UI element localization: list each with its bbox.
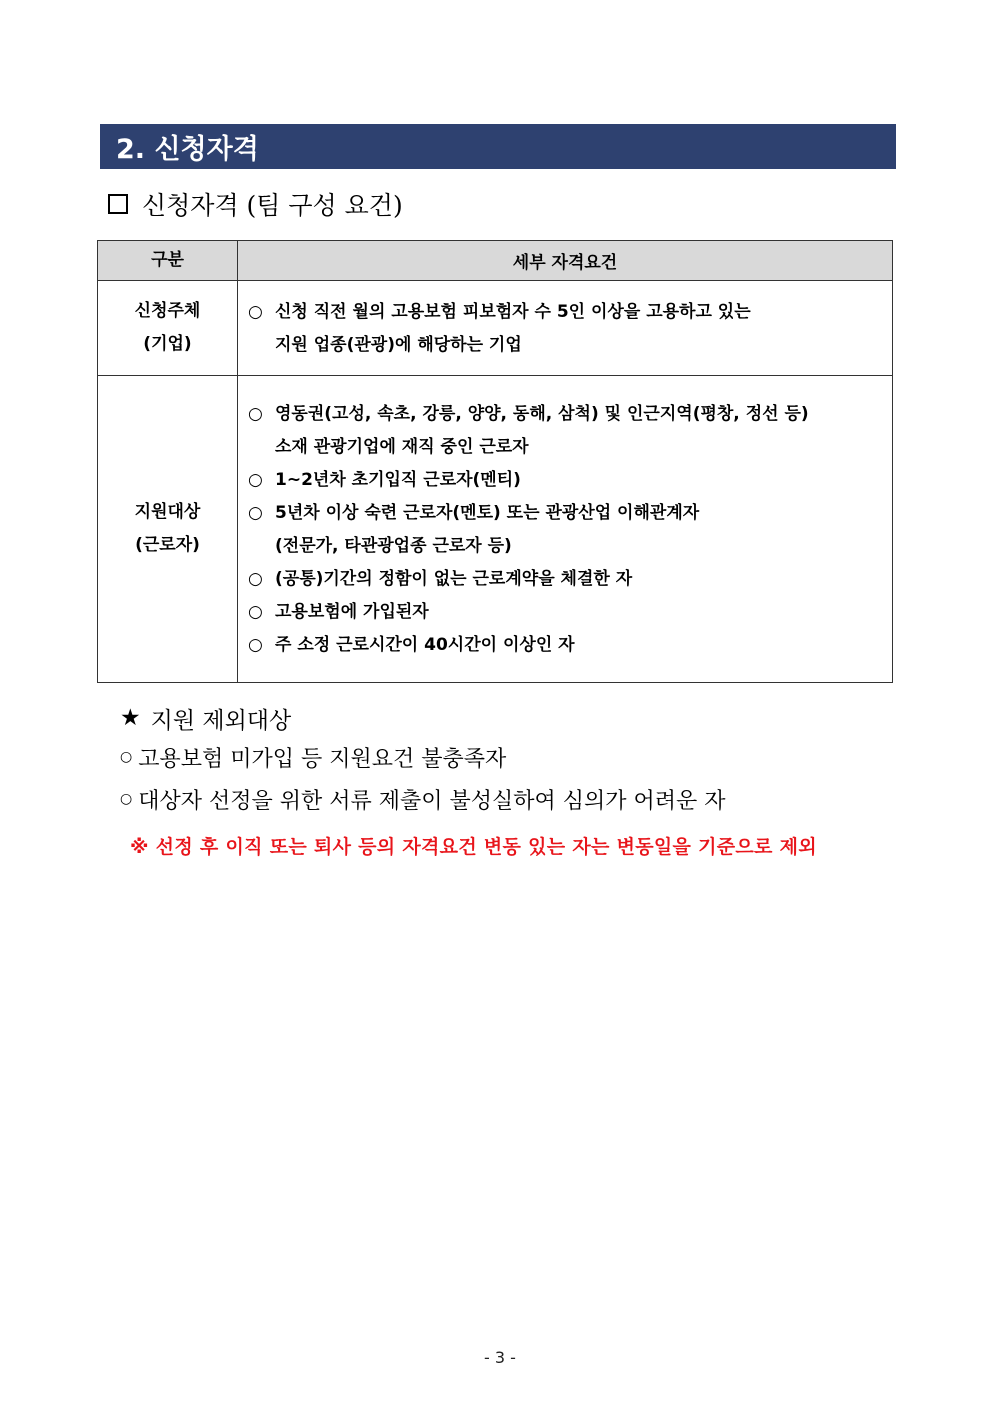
star-icon: ★	[120, 705, 141, 731]
disqualification-note: ※ 선정 후 이직 또는 퇴사 등의 자격요건 변동 있는 자는 변동일을 기준으로 제외	[130, 836, 817, 858]
header-category: 구분	[98, 241, 238, 281]
circle-bullet-icon: ○	[248, 503, 263, 523]
list-item	[248, 497, 892, 563]
list-item	[120, 778, 725, 820]
category-line: 신청주체	[134, 301, 201, 321]
item-line: 주 소정 근로시간이 40시간이 이상인 자	[275, 635, 575, 655]
exclusions-heading	[120, 700, 725, 736]
circle-bullet-icon: ○	[248, 635, 263, 655]
list-item	[248, 398, 892, 464]
exclusions-section	[120, 700, 725, 820]
section-title: 2. 신청자격	[116, 134, 259, 165]
table-row-worker	[98, 376, 893, 683]
circle-bullet-icon: ○	[248, 470, 263, 490]
header-details: 세부 자격요건	[238, 241, 893, 281]
subheading-label: 신청자격 (팀 구성 요건)	[142, 191, 403, 220]
item-line: 지원 업종(관광)에 해당하는 기업	[275, 335, 522, 355]
list-item	[248, 563, 892, 596]
circle-bullet-icon: ○	[248, 569, 263, 589]
circle-bullet-icon: ○	[248, 302, 263, 322]
category-cell	[98, 281, 238, 376]
subheading	[108, 186, 403, 222]
details-cell	[238, 281, 893, 376]
category-line: (기업)	[143, 334, 192, 354]
checkbox-icon	[108, 194, 128, 214]
circle-bullet-icon: ○	[248, 602, 263, 622]
list-item	[120, 736, 725, 778]
item-line: 영동권(고성, 속초, 강릉, 양양, 동해, 삼척) 및 인근지역(평창, 정선 등)	[275, 404, 809, 424]
circle-bullet-icon: ○	[120, 791, 133, 807]
category-line: 지원대상	[134, 502, 201, 522]
exclusions-title: 지원 제외대상	[150, 707, 292, 734]
category-line: (근로자)	[135, 535, 200, 555]
item-line: 1~2년차 초기입직 근로자(멘티)	[275, 470, 521, 490]
list-item	[248, 296, 892, 362]
exclusion-text: 대상자 선정을 위한 서류 제출이 불성실하여 심의가 어려운 자	[138, 788, 726, 814]
item-line: 신청 직전 월의 고용보험 피보험자 수 5인 이상을 고용하고 있는	[275, 302, 751, 322]
table-header-row	[98, 241, 893, 281]
item-line: (전문가, 타관광업종 근로자 등)	[275, 536, 512, 556]
table-row-company	[98, 281, 893, 376]
list-item	[248, 629, 892, 662]
item-line: 소재 관광기업에 재직 중인 근로자	[275, 437, 529, 457]
item-line: (공통)기간의 정함이 없는 근로계약을 체결한 자	[275, 569, 633, 589]
page-number: - 3 -	[484, 1348, 516, 1367]
exclusion-text: 고용보험 미가입 등 지원요건 불충족자	[138, 746, 507, 772]
requirements-table	[97, 240, 893, 683]
item-line: 5년차 이상 숙련 근로자(멘토) 또는 관광산업 이해관계자	[275, 503, 700, 523]
category-cell	[98, 376, 238, 683]
section-header	[100, 124, 896, 169]
details-cell	[238, 376, 893, 683]
list-item	[248, 464, 892, 497]
circle-bullet-icon: ○	[120, 749, 133, 765]
circle-bullet-icon: ○	[248, 404, 263, 424]
list-item	[248, 596, 892, 629]
item-line: 고용보험에 가입된자	[275, 602, 429, 622]
